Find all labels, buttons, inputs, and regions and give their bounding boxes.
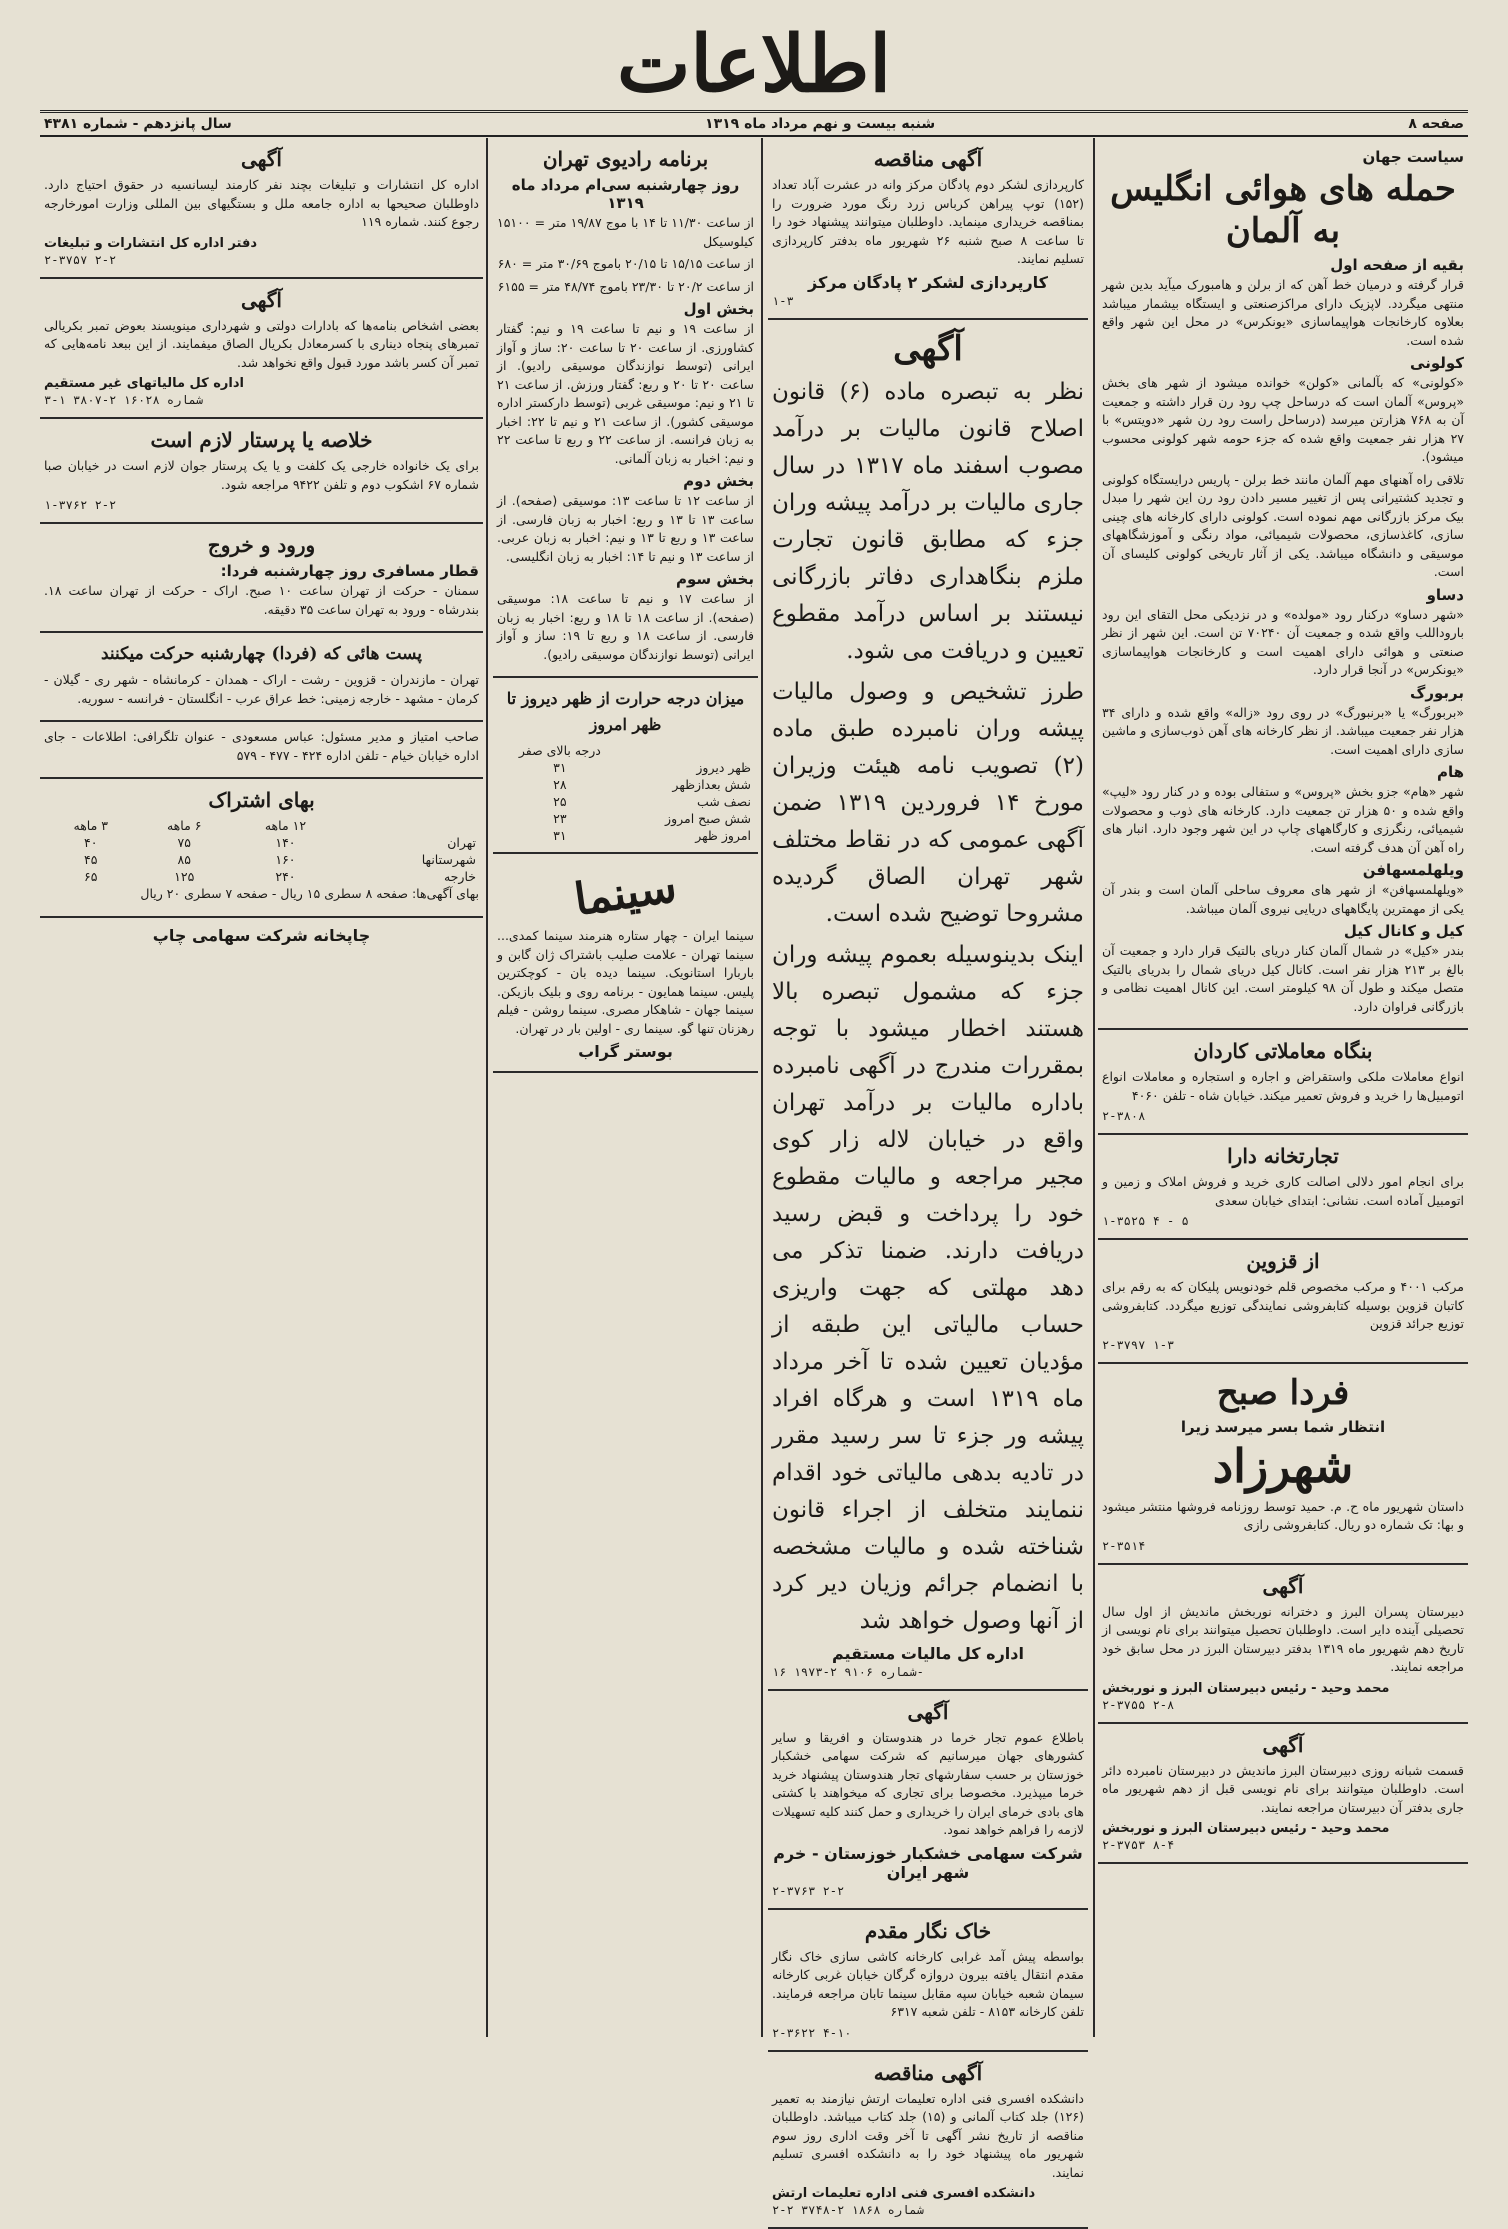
ad-dates-company — [768, 1691, 1088, 1910]
printer-name: چاپخانه شرکت سهامی چاپ — [44, 926, 479, 945]
ad-text: کارپردازی لشکر دوم پادگان مرکز وانه در عشرت آباد تعداد (۱۵۲) توپ پیراهن کرباس زرد رنگ مورد ضرورت را بمناقصه خریداری مینماید. داوطلبان میتوانند پیشنهاد خود را تا ساعت ۸ صبح شنبه ۲۶ شهریور ماه بدفتر کارپردازی تسلیم نمایند. — [772, 176, 1084, 269]
table-cell: ۱۴۰ — [231, 834, 340, 851]
table-cell: ۷۵ — [138, 834, 231, 851]
table-cell — [340, 817, 479, 834]
article-subhead: ویلهلمسهافن — [1102, 861, 1464, 879]
cinema-footer: بوستر گراب — [497, 1042, 754, 1061]
ad-tax-notice — [768, 320, 1088, 1691]
article-paragraph: «کولونی» که بآلمانی «کولن» خوانده میشود از شهر های بخش «پروس» آلمان است که درساحل چپ رود رن قرار داشته و جمعیت آن به ۷۶۸ هزارتن میرسد (درساحل راست رود رن شهر «دویتس» با ۲۷ هزار نفر جمعیت واقع شده که جزء حومه شهر کولونی محسوب میشود). — [1102, 374, 1464, 467]
travel-subtitle: قطار مسافری روز چهارشنبه فردا: — [44, 562, 479, 580]
table-cell: ۶ ماهه — [138, 817, 231, 834]
ad-title: آگهی — [772, 328, 1084, 370]
table-cell: ۲۴۰ — [231, 868, 340, 885]
ad-text: دبیرستان پسران البرز و دخترانه نوربخش ماندیش از اول سال تحصیلی آینده دایر است. داوطلبان تحصیل میتوانند برای نام نویسی از تاریخ دهم شهریور ماه ۱۳۱۹ بدفتر دبیرستان البرز در محل سابق خود مراجعه نمایند. — [1102, 1603, 1464, 1677]
ad-text: طرز تشخیص و وصول مالیات پیشه وران نامبرده طبق ماده (۲) تصویب نامه هیئت وزیران مورخ ۱۴ فروردین ۱۳۱۹ ضمن آگهی عمومی که در نقاط مختلف شهر تهران الصاق گردیده مشروحا توضیح شده است. — [772, 674, 1084, 933]
travel-text: سمنان - حرکت از تهران ساعت ۱۰ صبح. اراک - حرکت از تهران ساعت ۱۸. بندرشاه - ورود به تهران ساعت ۳۵ دقیقه. — [44, 582, 479, 619]
ad-text: بواسطه پیش آمد غرابی کارخانه کاشی سازی خاک نگار مقدم انتقال یافته بیرون دروازه گرگان خیابان غربی کارخانه سیمان شعبه خیابان سپه مقابل سینما تابان مراجعه فرمایند. تلفن کارخانه ۸۱۵۳ - تلفن شعبه ۶۳۱۷ — [772, 1948, 1084, 2022]
issue-date: شنبه بیست و نهم مرداد ماه ۱۳۱۹ — [705, 116, 935, 132]
radio-section: بخش دوم — [497, 472, 754, 490]
ad-text: اداره کل انتشارات و تبلیغات بچند نفر کارمند لیسانسیه در حقوق احتیاج دارد. داوطلبان صحیحها به اداره جامعه ملل و بستگیهای بین المللی وزارت امورخارجه رجوع کنند. شماره ۱۱۹ — [44, 176, 479, 232]
subscription-box — [40, 779, 483, 918]
ad-title: خلاصه یا پرستار لازم است — [44, 427, 479, 453]
column-official-notices — [40, 138, 483, 2037]
column-radio-cinema — [493, 138, 758, 2037]
ad-title: آگهی — [1102, 1732, 1464, 1758]
radio-date: روز چهارشنبه سی‌ام مرداد ماه ۱۳۱۹ — [497, 176, 754, 212]
article-paragraph: قرار گرفته و درمیان خط آهن که از برلن و هامبورک میآید بدین شهر منتهی میگردد. لاپزیک دارای مراکزصنعتی و ایستگاه بیشمار میباشد بعلاوه کارخانجات هواپیماسازی «یونکرس» در محل این شهر واقع شده است. — [1102, 276, 1464, 350]
ad-number: ۲-۳۵۱۴ — [1102, 1539, 1464, 1553]
table-row — [44, 834, 479, 851]
cinema-text: سینما ایران - چهار ستاره هنرمند سینما کمدی... سینما تهران - علامت صلیب باشتراک ژان گابن و باربارا استانویک. سینما دیده بان - کوچکترین پلیس. سینما همایون - برنامه روی و بلیک بازیکن. سینما جهان - شاهکار مصری. سینما روشن - فیلم رهزنان تنها گو. سینما ری - اولین بار در تهران. — [497, 927, 754, 1038]
travel-title: ورود و خروج — [44, 532, 479, 558]
ad-dara — [1098, 1135, 1468, 1240]
mail-title: پست هائی که (فردا) چهارشنبه حرکت میکنند — [44, 641, 479, 667]
ad-subtitle: انتظار شما بسر میرسد زیرا — [1102, 1418, 1464, 1436]
table-cell: تهران — [340, 834, 479, 851]
table-row — [497, 759, 754, 776]
ad-shahrzad — [1098, 1364, 1468, 1565]
table-cell: شهرستانها — [340, 851, 479, 868]
ad-khaknegar — [768, 1910, 1088, 2052]
ad-title: آگهی — [1102, 1573, 1464, 1599]
ad-signature: دانشکده افسری فنی اداره تعلیمات ارتش — [772, 2186, 1084, 2201]
ad-indirect-tax — [40, 279, 483, 420]
ad-title: آگهی — [44, 146, 479, 172]
publisher-box — [40, 722, 483, 779]
table-cell: ۱۶۰ — [231, 851, 340, 868]
ad-title: آگهی — [44, 287, 479, 313]
ad-signature: محمد وحید - رئیس دبیرستان البرز و نوربخش — [1102, 1681, 1464, 1696]
ad-number: ۲-۳۷۵۳ ۸-۴ — [1102, 1838, 1464, 1852]
radio-schedule: از ساعت ۱۲ تا ساعت ۱۳: موسیقی (صفحه). از ساعت ۱۳ تا ۱۳ و ربع: اخبار به زبان فارسی. از ساعت ۱۳ و ربع تا ۱۳ و نیم: اخبار به زبان عربی. از ساعت ۱۳ و نیم تا ۱۴: اخبار به زبان انگلیسی. — [497, 492, 754, 566]
ad-kardan — [1098, 1030, 1468, 1135]
ad-text: مرکب ۴۰۰۱ و مرکب مخصوص قلم خودنویس پلیکان که به رقم برای کاتبان قزوین بوسیله کتابفروشی نمایندگی توزیع میگردد. کتابفروشی توزیع جرائد قزوین — [1102, 1278, 1464, 1334]
table-cell: درجه بالای صفر — [497, 742, 623, 759]
section-label: سیاست جهان — [1102, 148, 1464, 166]
ad-text: انواع معاملات ملکی واستقراض و اجاره و استجاره و معاملات انواع اتومبیل‌ها را خرید و فروش تعمیر میکند. خیابان شاه - تلفن ۴۰۶۰ — [1102, 1068, 1464, 1105]
table-cell: ۲۳ — [497, 810, 623, 827]
radio-frequency: از ساعت ۱۵/۱۵ تا ۲۰/۱۵ باموج ۳۰/۶۹ متر = ۶۸۰ — [497, 255, 754, 274]
table-row — [44, 851, 479, 868]
ad-number: شماره ۱۸۶۸ ۲-۳۷۴۸ ۲-۲ — [772, 2203, 1084, 2217]
radio-section: بخش اول — [497, 300, 754, 318]
ad-alborz — [1098, 1565, 1468, 1724]
ad-alborz-boarding — [1098, 1724, 1468, 1865]
ad-text: نظر به تبصره ماده (۶) قانون اصلاح قانون مالیات بر درآمد مصوب اسفند ماه ۱۳۱۷ در سال جاری مالیات بر درآمد پیشه وران جزء که مطابق قانون تجارت ملزم بنگاهداری دفاتر بازرگانی نیستند بر اساس درآمد مقطوع تعیین و دریافت می شود. — [772, 374, 1084, 670]
ad-signature: محمد وحید - رئیس دبیرستان البرز و نوربخش — [1102, 1821, 1464, 1836]
ad-number: ۲-۳۶۲۲ ۴-۱۰ — [772, 2026, 1084, 2040]
table-cell: ظهر دیروز — [623, 759, 754, 776]
ad-number: ۲-۳۷۵۵ ۲-۸ — [1102, 1698, 1464, 1712]
ad-text: داستان شهریور ماه ح. م. حمید توسط روزنامه فروشها منتشر میشود و بها: تک شماره دو ریال. کتابفروشی رازی — [1102, 1498, 1464, 1535]
ad-text: باطلاع عموم تجار خرما در هندوستان و افریقا و سایر کشورهای جهان میرسانیم که شرکت سهامی خشکبار خوزستان بر حسب سفارشهای تجار هندوستان پیشنهاد خرید خرما میپذیرد. مخصوصا برای تجاری که میخواهند با کشتی های بادی خرمای ایران را خریداری و حمل کنند کلیه تسهیلات لازمه را فراهم خواهد نمود. — [772, 1729, 1084, 1840]
ad-text: قسمت شبانه روزی دبیرستان البرز ماندیش در دبیرستان نامبرده دائر است. داوطلبان میتوانند برای نام نویسی قبل از دهم شهریور ماه جاری بدفتر آن دبیرستان مراجعه نمایند. — [1102, 1762, 1464, 1818]
ad-number: ۲-۳۷۵۷ ۲-۲ — [44, 253, 479, 267]
table-row — [44, 868, 479, 885]
subscription-title: بهای اشتراک — [44, 787, 479, 813]
ad-number: ۲-۳۸۰۸ — [1102, 1109, 1464, 1123]
table-row — [497, 827, 754, 844]
cinema-listings — [493, 854, 758, 1073]
ad-signature: اداره کل مالیاتهای غیر مستقیم — [44, 376, 479, 391]
mail-box — [40, 633, 483, 722]
ad-number: شماره ۱۶۰۲۸ ۲-۳۸۰۷ ۱-۳ — [44, 393, 479, 407]
table-cell: ۲۵ — [497, 793, 623, 810]
table-cell: ۱۲۵ — [138, 868, 231, 885]
table-row — [497, 793, 754, 810]
ad-number: ۱-۳۵۲۵ ۴ - ۵ — [1102, 1214, 1464, 1228]
column-rule — [486, 138, 488, 2037]
ad-number: ۱-۳۷۶۲ ۲-۲ — [44, 498, 479, 512]
ad-text: بعضی اشخاص بنامه‌ها که بادارات دولتی و شهرداری مینویسند بعوض تمبر بکریالی تمبرهای پنجاه دیناری با کسرمعادل بکریال الصاق میفمایند. از این ببعد نامه‌هایی که تمبر آن کسر باشد مورد قبول واقع نخواهد شد. — [44, 317, 479, 373]
ad-signature: دفتر اداره کل انتشارات و تبلیغات — [44, 236, 479, 251]
ad-title: خاک نگار مقدم — [772, 1918, 1084, 1944]
article-subhead: بربورگ — [1102, 684, 1464, 702]
table-cell: شش بعدازظهر — [623, 776, 754, 793]
table-cell: ۲۸ — [497, 776, 623, 793]
date-bar — [40, 110, 1468, 137]
ad-title: بنگاه معاملاتی کاردان — [1102, 1038, 1464, 1064]
ad-title: فردا صبح — [1102, 1372, 1464, 1414]
ad-text: برای یک خانواده خارجی یک کلفت و یا یک پرستار جوان لازم است در خیابان صبا شماره ۶۷ اشکوب دوم و تلفن ۹۴۲۲ مراجعه شود. — [44, 457, 479, 494]
table-cell: شش صبح امروز — [623, 810, 754, 827]
ad-signature: شرکت سهامی خشکبار خوزستان - خرم شهر ایران — [772, 1844, 1084, 1882]
ad-title: از قزوین — [1102, 1248, 1464, 1274]
ad-big-title: شهرزاد — [1102, 1438, 1464, 1494]
publisher-text: صاحب امتیاز و مدیر مسئول: عباس مسعودی - عنوان تلگرافی: اطلاعات - جای اداره خیابان خیام - تلفن اداره ۴۲۴ - ۴۷۷ - ۵۷۹ — [44, 728, 479, 765]
ad-tender-army — [768, 138, 1088, 320]
ad-number: ۱-۳ — [772, 294, 1084, 308]
radio-schedule: از ساعت ۱۹ و نیم تا ساعت ۱۹ و نیم: گفتار کشاورزی. از ساعت ۲۰ تا ساعت ۲۰: ساز و آواز ایرانی (توسط نوازندگان موسیقی رادیو). از ساعت ۲۰ تا ۲۰ و ربع: گفتار ورزش. از ساعت ۲۱ تا ۲۱ و نیم: موسیقی غربی (توسط دارکستر اداره موسیقی کشور). از ساعت ۲۱ و نیم تا ۲۲: اخبار به زبان فرانسه. از ساعت ۲۲ و ربع تا ساعت ۲۲ و نیم: اخبار به زبان آلمانی. — [497, 320, 754, 468]
column-notices — [768, 138, 1088, 2037]
mail-text: تهران - مازندران - قزوین - رشت - اراک - همدان - کرمانشاه - شهر ری - گیلان - کرمان - مشهد - خارجه زمینی: خط عراق عرب - انگلستان - فرانسه - سوریه. — [44, 671, 479, 708]
ad-tender-books — [768, 2052, 1088, 2229]
column-rule — [1093, 138, 1095, 2037]
ad-text: اینک بدینوسیله بعموم پیشه وران جزء که مشمول تبصره بالا هستند اخطار میشود با توجه بمقررات مندرج در آگهی نامبرده باداره مالیات بر درآمد تهران واقع در خیابان لاله زار کوی مجیر مراجعه و مالیات مقطوع خود را پرداخت و قبض رسید دریافت دارند. ضمنا تذکر می دهد مهلتی که جهت واریزی حساب مالیاتی این طبقه از مؤدیان تعیین شده تا آخر مرداد ماه ۱۳۱۹ است و هرگاه افراد پیشه ور جزء تا سر رسید مقرر در تادیه بدهی مالیاتی خود اقدام ننمایند متخلف از اجراء قانون شناخته شده و مالیات مشخصه با انضمام جرائم وزیان دیر کرد از آنها وصول خواهد شد — [772, 937, 1084, 1640]
article-paragraph: «ویلهلمسهافن» از شهر های معروف ساحلی آلمان است و بندر آن یکی از مهمترین پایگاههای دریایی نیروی آلمان میباشد. — [1102, 881, 1464, 918]
temperature-box — [493, 678, 758, 854]
radio-program — [493, 138, 758, 678]
radio-title: برنامه رادیوی تهران — [497, 146, 754, 172]
column-rule — [761, 138, 763, 2037]
radio-frequency: از ساعت ۱۱/۳۰ تا ۱۴ با موج ۱۹/۸۷ متر = ۱۵۱۰۰ کیلوسیکل — [497, 214, 754, 251]
article-paragraph: «بربورگ» یا «برنبورگ» در روی رود «زاله» واقع شده و دارای ۳۴ هزار نفر جمعیت میباشد. از نظر کارخانه های آهن ذوب‌سازی و ماشین سازی دارای اهمیت است. — [1102, 704, 1464, 760]
article-headline: حمله های هوائی انگلیس به آلمان — [1102, 168, 1464, 252]
radio-section: بخش سوم — [497, 570, 754, 588]
table-cell: خارجه — [340, 868, 479, 885]
table-header-row — [44, 817, 479, 834]
table-cell: ۶۵ — [44, 868, 138, 885]
travel-box — [40, 524, 483, 633]
ad-title: تجارتخانه دارا — [1102, 1143, 1464, 1169]
ad-number: ۲-۳۷۹۷ ۱-۳ — [1102, 1338, 1464, 1352]
ad-qazvin — [1098, 1240, 1468, 1364]
radio-schedule: از ساعت ۱۷ و نیم تا ساعت ۱۸: موسیقی (صفحه). از ساعت ۱۸ تا ۱۸ و ربع: اخبار به زبان فارسی. از ساعت ۱۸ و ربع تا ۱۹: ساز و آواز ایرانی (توسط نوازندگان موسیقی رادیو). — [497, 590, 754, 664]
table-cell: نصف شب — [623, 793, 754, 810]
table-cell: امروز ظهر — [623, 827, 754, 844]
article-subhead: هام — [1102, 763, 1464, 781]
ad-text: برای انجام امور دلالی اصالت کاری خرید و فروش املاک و زمین و اتومبیل آماده است. نشانی: ابتدای خیابان سعدی — [1102, 1173, 1464, 1210]
article-subhead: دساو — [1102, 586, 1464, 604]
column-world-politics — [1098, 138, 1468, 2037]
ad-title: آگهی مناقصه — [772, 146, 1084, 172]
table-cell — [623, 742, 754, 759]
world-politics-article — [1098, 138, 1468, 1030]
ad-number: ۲-۳۷۶۳ ۲-۲ — [772, 1884, 1084, 1898]
ad-title: آگهی — [772, 1699, 1084, 1725]
article-subhead: کولونی — [1102, 354, 1464, 372]
ad-signature: اداره کل مالیات مستقیم — [772, 1644, 1084, 1663]
ad-text: دانشکده افسری فنی اداره تعلیمات ارتش نیازمند به تعمیر (۱۲۶) جلد کتاب آلمانی و (۱۵) جلد کتاب میباشد. داوطلبان مناقصه از تاریخ نشر آگهی تا آخر وقت اداری روز سوم شهریور ماه پیشنهاد خود را به دانشکده افسری تسلیم نمایند. — [772, 2090, 1084, 2183]
ad-propaganda-office — [40, 138, 483, 279]
subscription-table — [44, 817, 479, 885]
table-cell: ۴۵ — [44, 851, 138, 868]
ad-nurse-wanted — [40, 419, 483, 524]
ad-signature: کارپردازی لشکر ۲ پادگان مرکز — [772, 273, 1084, 292]
cinema-logo: سینما — [495, 850, 757, 936]
article-paragraph: تلاقی راه آهنهای مهم آلمان مانند خط برلن - پاریس درایستگاه کولونی و تجدید کشتیرانی پس از تغییر مسیر دادن رود رن این شهر را مبدل بیک مرکز بازرگانی مهم نموده است. کولونی دارای کارخانه های چینی سازی، کاغذسازی، محصولات شیمیائی، مواد رنگی و آموزشگاههای موسیقی و دانشگاه میباشد. یکی از آثار تاریخی کولونی کلیسای آن است. — [1102, 471, 1464, 582]
table-cell: ۳۱ — [497, 827, 623, 844]
article-paragraph: «شهر دساو» درکنار رود «مولده» و در نزدیکی محل التقای این رود باروداللب واقع شده و جمعیت آن ۷۰۲۴۰ تن است. این شهر از نظر صنعتی و هوائی دارای اهمیت است و کارخانجات هواپیماسازی «یونکرس» در آنجا قرار دارد. — [1102, 606, 1464, 680]
ad-number: شماره ۹۱۰۶ ۲-۱۹۷۳ ۱۶- — [772, 1665, 1084, 1679]
table-cell: ۴۰ — [44, 834, 138, 851]
masthead-title: اطلاعات — [0, 20, 1508, 110]
table-header-row — [497, 742, 754, 759]
table-cell: ۱۲ ماهه — [231, 817, 340, 834]
ads-price: بهای آگهی‌ها: صفحه ۸ سطری ۱۵ ریال - صفحه ۷ سطری ۲۰ ریال — [44, 885, 479, 904]
article-paragraph: شهر «هام» جزو بخش «پروس» و ستفالی بوده و در کنار رود «لیپ» واقع شده و ۵۰ هزار تن جمعیت دارد. کارخانه های ذوب و محصولات شیمیائی، رنگرزی و کارگاههای چاپ در این شهر وجود دارد. انبار های راه آهن آن هدف گرفته است. — [1102, 783, 1464, 857]
page-number: صفحه ۸ — [1408, 116, 1464, 132]
table-cell: ۸۵ — [138, 851, 231, 868]
printer-box — [40, 918, 483, 955]
issue-number: سال پانزدهم - شماره ۴۳۸۱ — [44, 116, 232, 132]
table-row — [497, 776, 754, 793]
radio-frequency: از ساعت ۲۰/۲ تا ۲۳/۳۰ باموج ۴۸/۷۴ متر = ۶۱۵۵ — [497, 278, 754, 297]
ad-title: آگهی مناقصه — [772, 2060, 1084, 2086]
article-paragraph: بندر «کیل» در شمال آلمان کنار دریای بالتیک قرار دارد و جمعیت آن بالغ بر ۲۱۳ هزار نفر است. کانال کیل دریای شمال را بدریای بالتیک متصل میکند و طول آن ۹۸ کیلومتر است. این کانال اهمیت نظامی و بازرگانی فراوان دارد. — [1102, 942, 1464, 1016]
table-cell: ۳۱ — [497, 759, 623, 776]
temperature-title: میزان درجه حرارت از ظهر دیروز تا ظهر امروز — [497, 686, 754, 738]
continued-label: بقیه از صفحه اول — [1102, 256, 1464, 274]
table-row — [497, 810, 754, 827]
article-subhead: کیل و کانال کیل — [1102, 922, 1464, 940]
temperature-table — [497, 742, 754, 844]
table-cell: ۳ ماهه — [44, 817, 138, 834]
